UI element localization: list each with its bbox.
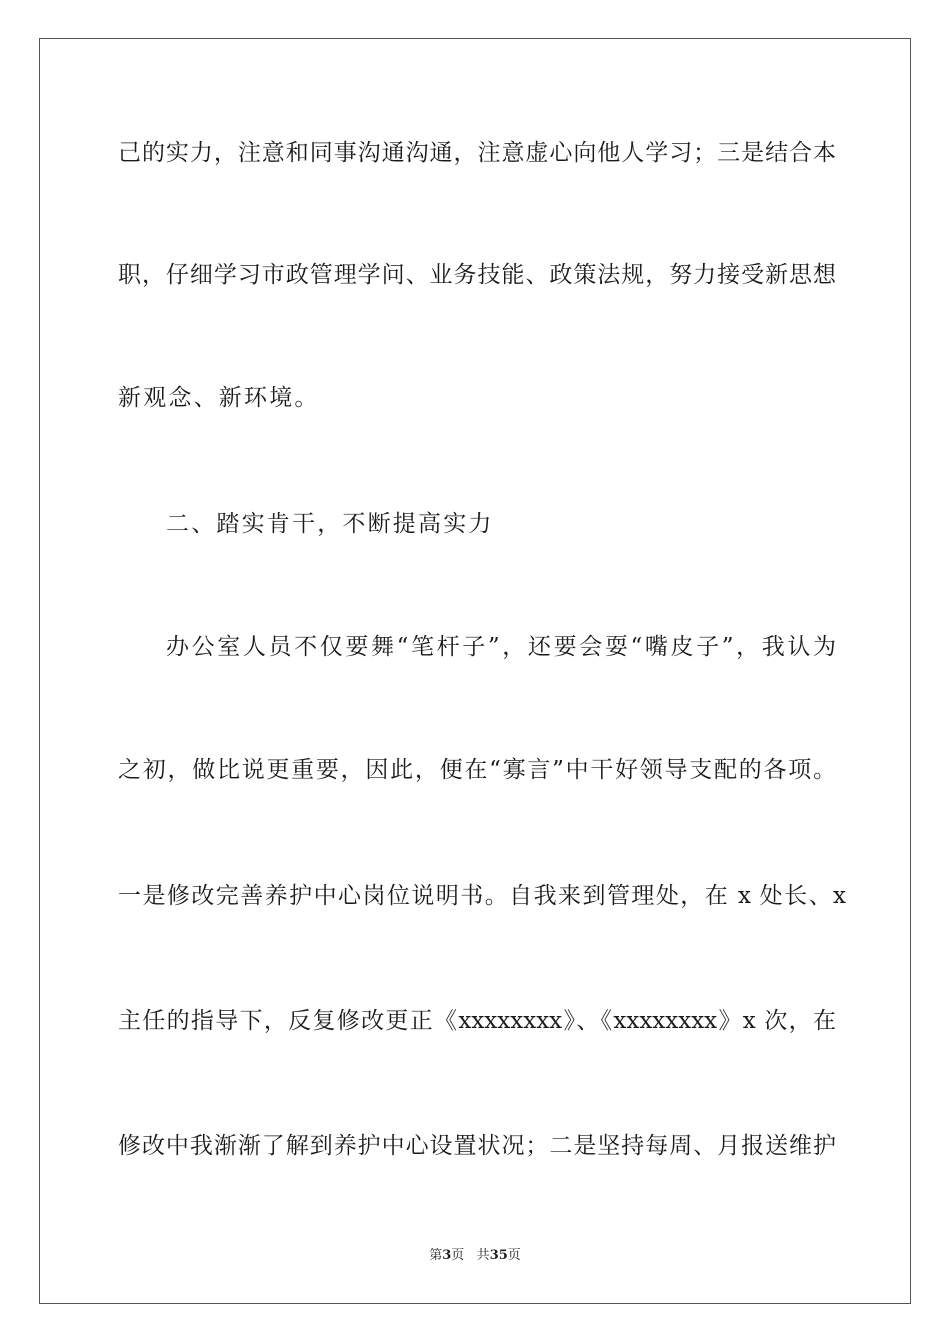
total-pages: 35 xyxy=(489,1248,508,1263)
total-suffix: 页 xyxy=(507,1248,521,1263)
body-text-line: 主任的指导下，反复修改更正《xxxxxxxx》、《xxxxxxxx》x 次，在 xyxy=(118,1008,836,1034)
page-suffix: 页 xyxy=(451,1248,465,1263)
total-prefix: 共 xyxy=(476,1248,490,1263)
body-text-line: 新观念、新环境。 xyxy=(118,385,320,411)
body-text-line: 一是修改完善养护中心岗位说明书。自我来到管理处，在 x 处长、x xyxy=(118,883,846,909)
page-number: 3 xyxy=(442,1248,452,1263)
page-prefix: 第 xyxy=(429,1248,443,1263)
body-text-line: 己的实力，注意和同事沟通沟通，注意虚心向他人学习；三是结合本 xyxy=(118,140,836,166)
body-text-line: 修改中我渐渐了解到养护中心设置状况；二是坚持每周、月报送维护 xyxy=(118,1133,836,1159)
page-frame xyxy=(39,38,911,1304)
section-heading: 二、踏实肯干，不断提高实力 xyxy=(166,511,494,537)
page-footer xyxy=(0,1247,950,1265)
body-text-line: 办公室人员不仅要舞“笔杆子”，还要会耍“嘴皮子”，我认为 xyxy=(166,634,836,660)
body-text-line: 职，仔细学习市政管理学问、业务技能、政策法规，努力接受新思想 xyxy=(118,262,836,288)
body-text-line: 之初，做比说更重要，因此，便在“寡言”中干好领导支配的各项。 xyxy=(118,757,836,783)
